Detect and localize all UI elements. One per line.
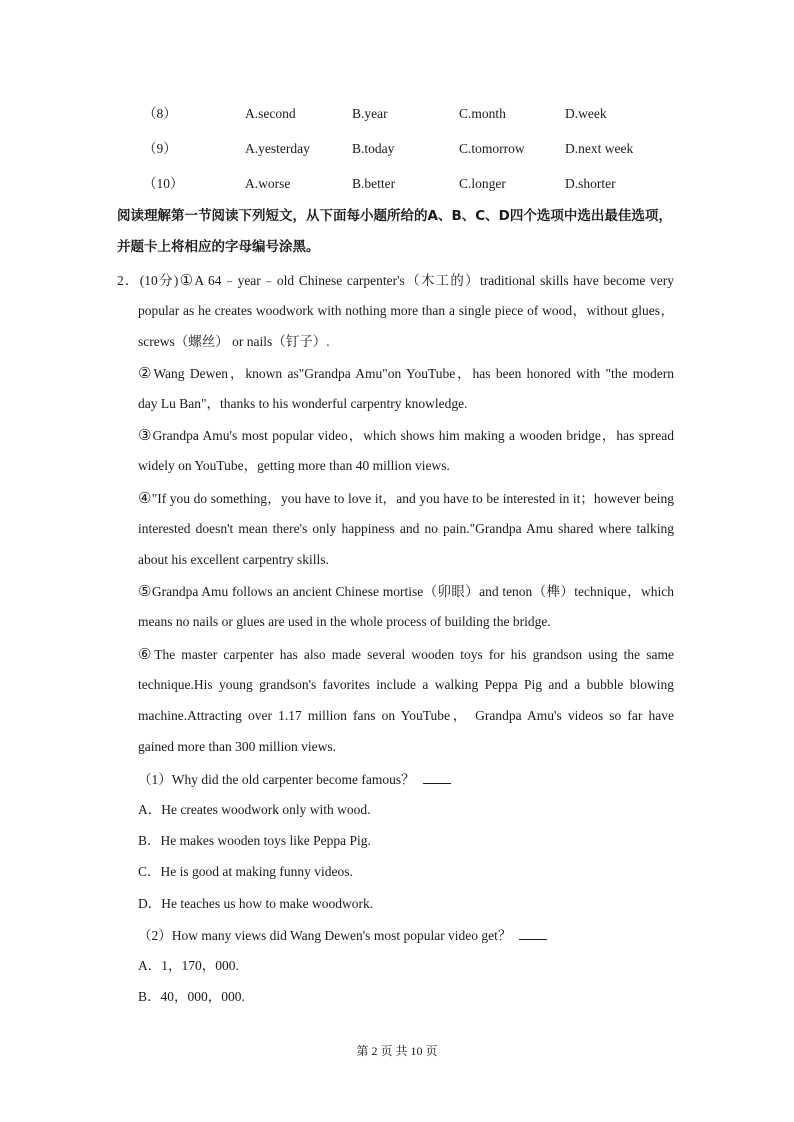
passage-line [138, 612, 551, 632]
passage-line [138, 519, 674, 539]
passage-text: The master carpenter has also made several wooden toys for his grandson using the same [154, 647, 674, 662]
passage-line [138, 332, 330, 352]
page-footer: 第 2 页 共 10 页 [356, 1044, 438, 1058]
option-row-9 [0, 139, 794, 159]
passage-line [117, 270, 674, 290]
paragraph-marker: ② [138, 364, 154, 382]
subquestion-2-choice-b: B．40，000，000. [138, 989, 245, 1004]
subquestion-1-choice-c: C．He is good at making funny videos. [138, 864, 353, 879]
passage-line [138, 456, 450, 476]
passage-text: technique.His young grandson's favorites include a walking Peppa Pig and a bubble blowing [138, 677, 674, 692]
passage-line [138, 706, 674, 726]
passage-text: Grandpa Amu follows an ancient Chinese mortise（卯眼）and tenon（榫）technique，which [151, 584, 674, 599]
paragraph-marker: ④ [138, 489, 152, 507]
option-row-8 [0, 104, 794, 124]
passage-line [138, 550, 329, 570]
subquestion-1-choice-d: D．He teaches us how to make woodwork. [138, 896, 374, 911]
passage-text: widely on YouTube，getting more than 40 million views. [138, 458, 450, 473]
question-header: 2．(10分) [117, 273, 179, 288]
passage-text: A 64﹣year﹣old Chinese carpenter's（木工的）traditional skills have become very [194, 273, 674, 288]
passage-text: day Lu Ban"，thanks to his wonderful carpentry knowledge. [138, 396, 468, 411]
answer-blank[interactable] [423, 769, 451, 784]
passage-line [138, 675, 674, 695]
paragraph-marker: ⑥ [138, 645, 155, 663]
passage-line [138, 394, 467, 414]
passage-text: gained more than 300 million views. [138, 739, 336, 754]
passage-text: means no nails or glues are used in the whole process of building the bridge. [138, 614, 551, 629]
option-a: A.yesterday [245, 141, 310, 156]
option-b: B.better [352, 176, 396, 191]
passage-line [138, 301, 674, 321]
prompt-text: （1）Why did the old carpenter become famous？ [138, 772, 415, 787]
answer-blank[interactable] [519, 925, 547, 940]
paragraph-marker: ⑤ [138, 582, 152, 600]
option-d: D.shorter [565, 176, 616, 191]
passage-line [138, 488, 674, 508]
passage-text: about his excellent carpentry skills. [138, 552, 329, 567]
option-c: C.tomorrow [459, 141, 525, 156]
option-number: （9） [143, 141, 177, 156]
option-d: D.next week [565, 141, 634, 156]
passage-text: popular as he creates woodwork with nothing more than a single piece of wood，without glues， [138, 303, 674, 318]
option-b: B.today [352, 141, 395, 156]
section-instructions: 阅读理解第一节阅读下列短文，从下面每小题所给的A、B、C、D四个选项中选出最佳选项，并题卡上将相应的字母编号涂黑。 [117, 208, 672, 255]
option-d: D.week [565, 106, 607, 121]
option-number: （10） [143, 176, 184, 191]
paragraph-marker: ① [178, 271, 195, 289]
option-number: （8） [143, 106, 177, 121]
passage-text: interested doesn't mean there's only happiness and no pain."Grandpa Amu shared where talking [138, 521, 674, 536]
subquestion-2-choice-a: A．1，170，000. [138, 958, 239, 973]
subquestion-1-choice-a: A．He creates woodwork only with wood. [138, 802, 371, 817]
option-a: A.worse [245, 176, 291, 191]
passage-text: Wang Dewen，known as"Grandpa Amu"on YouTube，has been honored with "the modern [153, 366, 674, 381]
passage-line [138, 425, 674, 445]
passage-text: machine.Attracting over 1.17 million fans on YouTube， Grandpa Amu's videos so far have [138, 708, 674, 723]
passage-line [138, 363, 674, 383]
passage-line [138, 737, 336, 757]
option-c: C.month [459, 106, 506, 121]
option-row-10 [0, 174, 794, 194]
option-b: B.year [352, 106, 388, 121]
passage-text: screws（螺丝） or nails（钉子）. [138, 334, 330, 349]
subquestion-1-prompt [138, 769, 451, 789]
passage-text: "If you do something，you have to love it，and you have to be interested in it；however being [151, 491, 675, 506]
subquestion-1-choice-b: B．He makes wooden toys like Peppa Pig. [138, 833, 371, 848]
option-c: C.longer [459, 176, 506, 191]
option-a: A.second [245, 106, 296, 121]
subquestion-2-prompt [138, 925, 547, 945]
paragraph-marker: ③ [138, 426, 153, 444]
passage-text: Grandpa Amu's most popular video，which shows him making a wooden bridge，has spread [152, 428, 674, 443]
passage-line [138, 581, 674, 601]
prompt-text: （2）How many views did Wang Dewen's most popular video get？ [138, 928, 512, 943]
passage-line [138, 644, 674, 664]
